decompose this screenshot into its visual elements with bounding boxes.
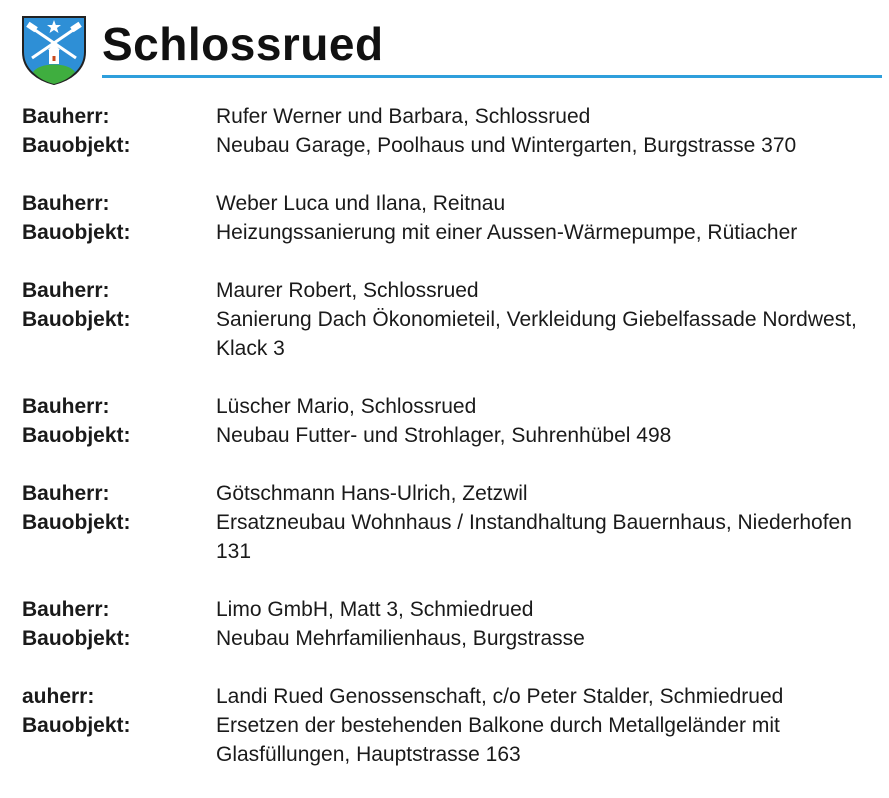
object-value: Heizungssanierung mit einer Aussen-Wärmepumpe, Rütiacher	[216, 221, 798, 244]
object-value: Neubau Mehrfamilienhaus, Burgstrasse	[216, 627, 585, 650]
permit-entry	[22, 189, 877, 247]
owner-label: Bauherr:	[22, 105, 110, 128]
coat-of-arms-icon	[20, 14, 88, 86]
object-label: Bauobjekt:	[22, 424, 131, 447]
owner-row	[22, 392, 877, 421]
object-value: Neubau Garage, Poolhaus und Wintergarten, Burgstrasse 370	[216, 134, 797, 157]
owner-value: Maurer Robert, Schlossrued	[216, 279, 479, 302]
permit-entry	[22, 276, 877, 363]
owner-value: Götschmann Hans-Ulrich, Zetzwil	[216, 482, 528, 505]
object-row	[22, 305, 877, 363]
permit-entry	[22, 682, 877, 769]
object-value: Neubau Futter- und Strohlager, Suhrenhübel 498	[216, 424, 672, 447]
object-label: Bauobjekt:	[22, 134, 131, 157]
owner-value: Lüscher Mario, Schlossrued	[216, 395, 477, 418]
owner-label: Bauherr:	[22, 279, 110, 302]
object-label: Bauobjekt:	[22, 308, 131, 331]
object-value: Sanierung Dach Ökonomieteil, Verkleidung Giebelfassade Nordwest, Klack 3	[216, 308, 857, 360]
owner-label: Bauherr:	[22, 598, 110, 621]
object-row	[22, 131, 877, 160]
object-label: Bauobjekt:	[22, 221, 131, 244]
owner-row	[22, 189, 877, 218]
object-label: Bauobjekt:	[22, 511, 131, 534]
owner-row	[22, 682, 877, 711]
page-title: Schlossrued	[102, 18, 384, 70]
object-row	[22, 508, 877, 566]
owner-label: auherr:	[22, 685, 95, 708]
owner-row	[22, 479, 877, 508]
object-row	[22, 624, 877, 653]
owner-value: Rufer Werner und Barbara, Schlossrued	[216, 105, 591, 128]
building-permits-list	[22, 102, 877, 798]
object-row	[22, 711, 877, 769]
owner-label: Bauherr:	[22, 192, 110, 215]
owner-label: Bauherr:	[22, 395, 110, 418]
page-header	[20, 14, 882, 90]
owner-value: Landi Rued Genossenschaft, c/o Peter Stalder, Schmiedrued	[216, 685, 784, 708]
owner-row	[22, 276, 877, 305]
owner-value: Limo GmbH, Matt 3, Schmiedrued	[216, 598, 534, 621]
owner-label: Bauherr:	[22, 482, 110, 505]
object-row	[22, 218, 877, 247]
title-underline	[102, 75, 882, 78]
object-label: Bauobjekt:	[22, 627, 131, 650]
object-value: Ersatzneubau Wohnhaus / Instandhaltung Bauernhaus, Niederhofen 131	[216, 511, 852, 563]
permit-entry	[22, 595, 877, 653]
owner-value: Weber Luca und Ilana, Reitnau	[216, 192, 506, 215]
object-value: Ersetzen der bestehenden Balkone durch Metallgeländer mit Glasfüllungen, Hauptstrasse 163	[216, 714, 780, 766]
object-row	[22, 421, 877, 450]
owner-row	[22, 595, 877, 624]
object-label: Bauobjekt:	[22, 714, 131, 737]
permit-entry	[22, 392, 877, 450]
permit-entry	[22, 479, 877, 566]
owner-row	[22, 102, 877, 131]
permit-entry	[22, 102, 877, 160]
